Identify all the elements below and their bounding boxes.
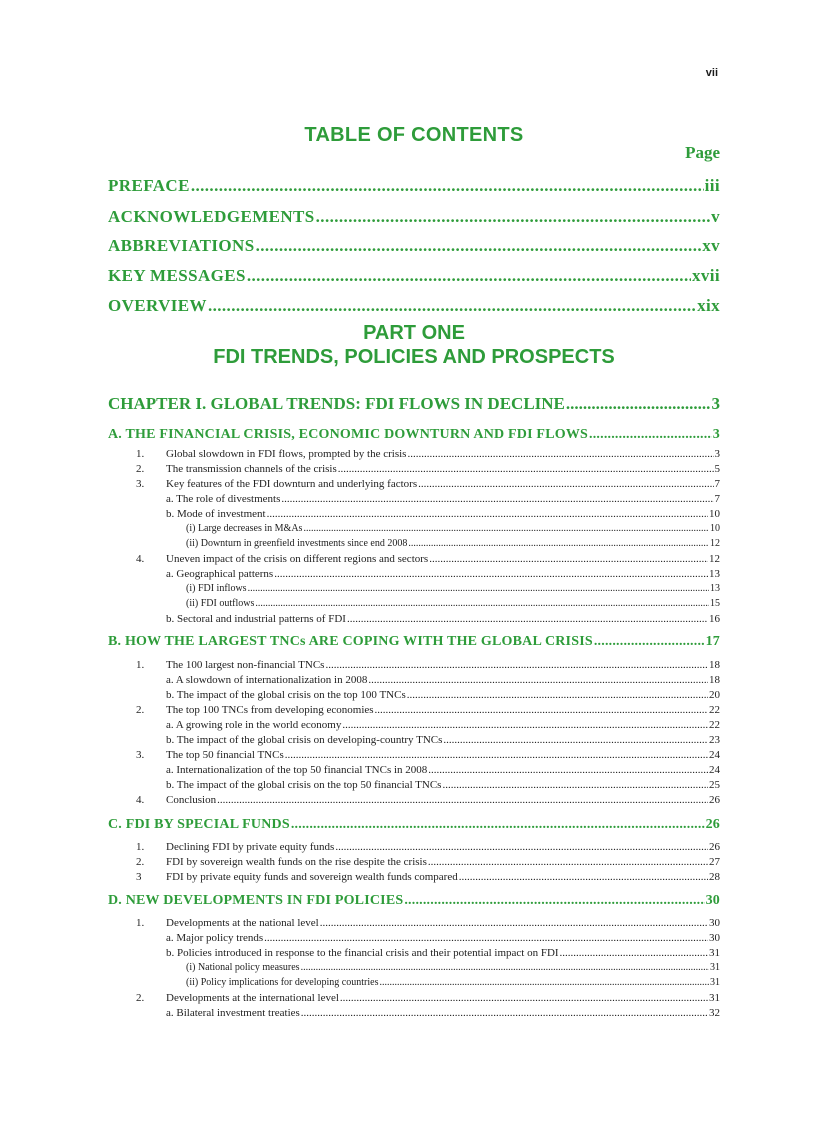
toc-item[interactable] [136, 704, 720, 716]
toc-entry-label: (ii) FDI outflows [186, 598, 255, 609]
toc-subitem[interactable] [166, 613, 720, 625]
toc-entry-page: 23 [709, 734, 720, 746]
toc-entry-page: 12 [709, 553, 720, 565]
toc-entry-page: 22 [709, 704, 720, 716]
toc-subsubitem[interactable] [186, 977, 720, 988]
toc-item[interactable] [136, 841, 720, 853]
toc-entry-page: 25 [709, 779, 720, 791]
toc-section-c[interactable] [108, 817, 720, 833]
item-number: 2. [136, 704, 145, 716]
page-number: vii [705, 67, 718, 79]
toc-entry-page: 22 [709, 719, 720, 731]
toc-entry-label: The top 50 financial TNCs [166, 749, 284, 761]
item-number: 3 [136, 871, 142, 883]
toc-item[interactable] [136, 448, 720, 460]
toc-entry-page: 24 [709, 764, 720, 776]
item-number: 2. [136, 463, 145, 475]
toc-item[interactable] [136, 871, 720, 883]
toc-entry-page: 7 [714, 493, 720, 505]
toc-entry-page: 7 [714, 478, 720, 490]
toc-entry-page: 24 [709, 749, 720, 761]
toc-entry-label: FDI by private equity funds and sovereign wealth funds compared [166, 871, 458, 883]
toc-entry-label: OVERVIEW [108, 296, 207, 315]
toc-item[interactable] [136, 478, 720, 490]
part-heading: PART ONE [363, 322, 465, 344]
toc-section-d[interactable] [108, 893, 720, 909]
toc-entry-label: a. Bilateral investment treaties [166, 1007, 300, 1019]
item-number: 2. [136, 856, 145, 868]
toc-entry-label: a. Geographical patterns [166, 568, 274, 580]
page-title: TABLE OF CONTENTS [304, 124, 524, 146]
toc-entry-label: ABBREVIATIONS [108, 236, 255, 255]
toc-entry-page: 31 [710, 962, 720, 973]
toc-entry-label: Uneven impact of the crisis on different regions and sectors [166, 553, 429, 565]
toc-entry-label: a. A growing role in the world economy [166, 719, 342, 731]
toc-entry-label: C. FDI BY SPECIAL FUNDS [108, 817, 290, 832]
toc-entry-label: a. The role of divestments [166, 493, 281, 505]
toc-entry-label: a. Internationalization of the top 50 financial TNCs in 2008 [166, 764, 428, 776]
toc-subitem[interactable] [166, 508, 720, 520]
toc-entry-label: b. Policies introduced in response to the financial crisis and their potential impact on FDI [166, 947, 559, 959]
toc-entry-label: The 100 largest non-financial TNCs [166, 659, 325, 671]
item-number: 3. [136, 478, 145, 490]
toc-subitem[interactable] [166, 779, 720, 791]
toc-entry-label: The top 100 TNCs from developing economies [166, 704, 374, 716]
toc-entry-label: a. Major policy trends [166, 932, 264, 944]
toc-chapter[interactable] [108, 394, 720, 414]
toc-entry-page: 16 [709, 613, 720, 625]
toc-entry-label: Developments at the international level [166, 992, 339, 1004]
toc-entry-page: 10 [709, 508, 720, 520]
toc-entry-label: Declining FDI by private equity funds [166, 841, 335, 853]
toc-entry-label: The transmission channels of the crisis [166, 463, 337, 475]
toc-entry-page: 30 [705, 893, 720, 908]
toc-entry-abbreviations[interactable] [108, 236, 720, 256]
toc-item[interactable] [136, 794, 720, 806]
toc-entry-page: 5 [714, 463, 720, 475]
toc-entry-page: xv [702, 236, 720, 255]
item-number: 1. [136, 659, 145, 671]
toc-entry-label: D. NEW DEVELOPMENTS IN FDI POLICIES [108, 893, 404, 908]
toc-entry-page: xix [697, 296, 720, 315]
toc-entry-label: CHAPTER I. GLOBAL TRENDS: FDI FLOWS IN DECLINE [108, 394, 565, 413]
toc-entry-page: 12 [710, 538, 720, 549]
toc-entry-page: 31 [709, 992, 720, 1004]
toc-entry-acknowledgements[interactable] [108, 207, 720, 227]
toc-subitem[interactable] [166, 568, 720, 580]
item-number: 1. [136, 841, 145, 853]
toc-entry-page: 26 [709, 841, 720, 853]
toc-entry-page: 13 [709, 568, 720, 580]
toc-section-a[interactable] [108, 427, 720, 443]
toc-entry-page: 27 [709, 856, 720, 868]
toc-entry-label: Conclusion [166, 794, 217, 806]
toc-entry-label: Key features of the FDI downturn and underlying factors [166, 478, 418, 490]
toc-subsubitem[interactable] [186, 538, 720, 549]
toc-entry-label: (i) National policy measures [186, 962, 300, 973]
toc-subitem[interactable] [166, 719, 720, 731]
toc-entry-label: ACKNOWLEDGEMENTS [108, 207, 315, 226]
toc-entry-label: (i) FDI inflows [186, 583, 247, 594]
toc-entry-page: 3 [712, 427, 720, 442]
toc-entry-page: 3 [711, 394, 720, 413]
toc-entry-label: Developments at the national level [166, 917, 319, 929]
toc-entry-label: b. Sectoral and industrial patterns of FDI [166, 613, 346, 625]
toc-entry-page: 10 [710, 523, 720, 534]
item-number: 4. [136, 794, 145, 806]
toc-entry-page: iii [704, 176, 720, 195]
toc-entry-label: b. The impact of the global crisis on the top 100 TNCs [166, 689, 406, 701]
toc-entry-page: 20 [709, 689, 720, 701]
toc-entry-page: 32 [709, 1007, 720, 1019]
toc-subsubitem[interactable] [186, 583, 720, 594]
toc-entry-page: v [711, 207, 720, 226]
toc-entry-page: 30 [709, 932, 720, 944]
toc-section-b[interactable] [108, 634, 720, 650]
toc-entry-key-messages[interactable] [108, 266, 720, 286]
item-number: 4. [136, 553, 145, 565]
toc-entry-label: PREFACE [108, 176, 190, 195]
toc-entry-label: b. Mode of investment [166, 508, 266, 520]
item-number: 2. [136, 992, 145, 1004]
toc-item[interactable] [136, 749, 720, 761]
toc-entry-page: 18 [709, 674, 720, 686]
toc-subitem[interactable] [166, 674, 720, 686]
toc-entry-page: 17 [705, 634, 720, 649]
toc-entry-page: xvii [691, 266, 720, 285]
toc-subitem[interactable] [166, 764, 720, 776]
toc-entry-page: 30 [709, 917, 720, 929]
toc-item[interactable] [136, 856, 720, 868]
toc-subsubitem[interactable] [186, 598, 720, 609]
toc-entry-page: 18 [709, 659, 720, 671]
toc-subitem[interactable] [166, 947, 720, 959]
toc-item[interactable] [136, 659, 720, 671]
toc-entry-label: (ii) Policy implications for developing countries [186, 977, 379, 988]
toc-entry-label: (i) Large decreases in M&As [186, 523, 303, 534]
toc-entry-label: FDI by sovereign wealth funds on the rise despite the crisis [166, 856, 427, 868]
toc-subitem[interactable] [166, 1007, 720, 1019]
toc-entry-label: B. HOW THE LARGEST TNCs ARE COPING WITH THE GLOBAL CRISIS [108, 634, 593, 649]
toc-entry-page: 26 [705, 817, 720, 832]
toc-subitem[interactable] [166, 734, 720, 746]
toc-entry-label: Global slowdown in FDI flows, prompted by the crisis [166, 448, 407, 460]
part-subheading: FDI TRENDS, POLICIES AND PROSPECTS [213, 346, 615, 368]
toc-subsubitem[interactable] [186, 962, 720, 973]
toc-subitem[interactable] [166, 932, 720, 944]
toc-entry-page: 31 [710, 977, 720, 988]
toc-entry-label: b. The impact of the global crisis on developing-country TNCs [166, 734, 443, 746]
toc-subsubitem[interactable] [186, 523, 720, 534]
toc-item[interactable] [136, 553, 720, 565]
toc-subitem[interactable] [166, 689, 720, 701]
toc-entry-page: 3 [714, 448, 720, 460]
toc-item[interactable] [136, 917, 720, 929]
toc-entry-label: KEY MESSAGES [108, 266, 246, 285]
toc-entry-page: 15 [710, 598, 720, 609]
toc-entry-page: 13 [710, 583, 720, 594]
item-number: 1. [136, 448, 145, 460]
toc-entry-label: A. THE FINANCIAL CRISIS, ECONOMIC DOWNTURN AND FDI FLOWS [108, 427, 589, 442]
toc-entry-label: a. A slowdown of internationalization in 2008 [166, 674, 368, 686]
toc-entry-page: 26 [709, 794, 720, 806]
toc-subitem[interactable] [166, 493, 720, 505]
toc-item[interactable] [136, 463, 720, 475]
item-number: 3. [136, 749, 145, 761]
toc-entry-label: b. The impact of the global crisis on the top 50 financial TNCs [166, 779, 442, 791]
page-column-label: Page [685, 143, 720, 162]
item-number: 1. [136, 917, 145, 929]
toc-entry-page: 31 [709, 947, 720, 959]
toc-entry-page: 28 [709, 871, 720, 883]
toc-item[interactable] [136, 992, 720, 1004]
toc-entry-label: (ii) Downturn in greenfield investments since end 2008 [186, 538, 408, 549]
toc-entry-preface[interactable] [108, 176, 720, 196]
toc-entry-overview[interactable] [108, 296, 720, 316]
